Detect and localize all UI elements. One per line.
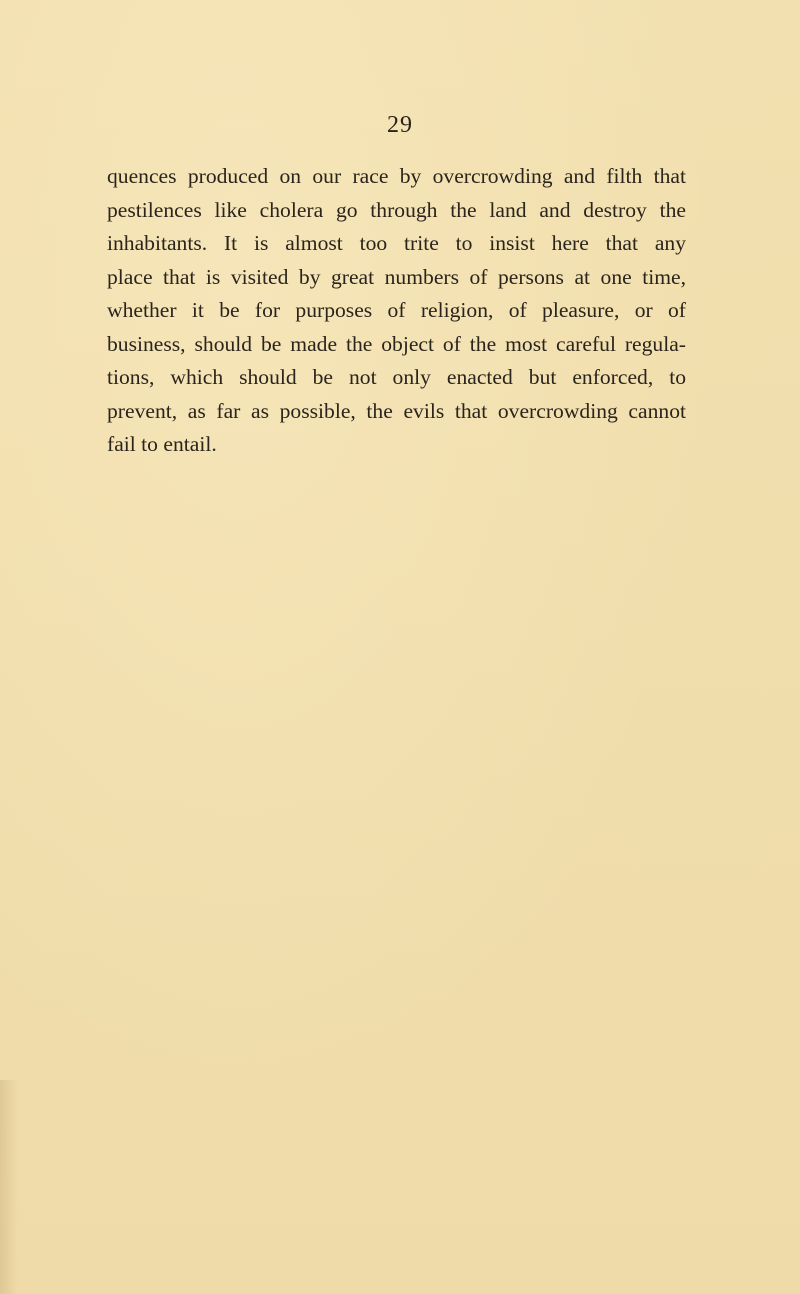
text-line: whether it be for purposes of religion, of pleasure, or of xyxy=(107,298,686,322)
text-line: tions, which should be not only enacted but enforced, to xyxy=(107,365,686,389)
text-line: pestilences like cholera go through the land and destroy the xyxy=(107,197,686,222)
text-line: place that is visited by great numbers of persons at one time, xyxy=(107,264,686,289)
text-line: quences produced on our race by overcrowding and filth that xyxy=(107,164,686,188)
text-line: prevent, as far as possible, the evils that overcrowding cannot xyxy=(107,398,686,423)
body-paragraph xyxy=(107,160,686,462)
page-edge-shadow xyxy=(0,1080,18,1294)
text-line: business, should be made the object of the most careful regula- xyxy=(107,331,686,356)
text-line: inhabitants. It is almost too trite to insist here that any xyxy=(107,231,686,255)
page-number: 29 xyxy=(387,112,413,138)
text-line: fail to entail. xyxy=(107,432,217,456)
